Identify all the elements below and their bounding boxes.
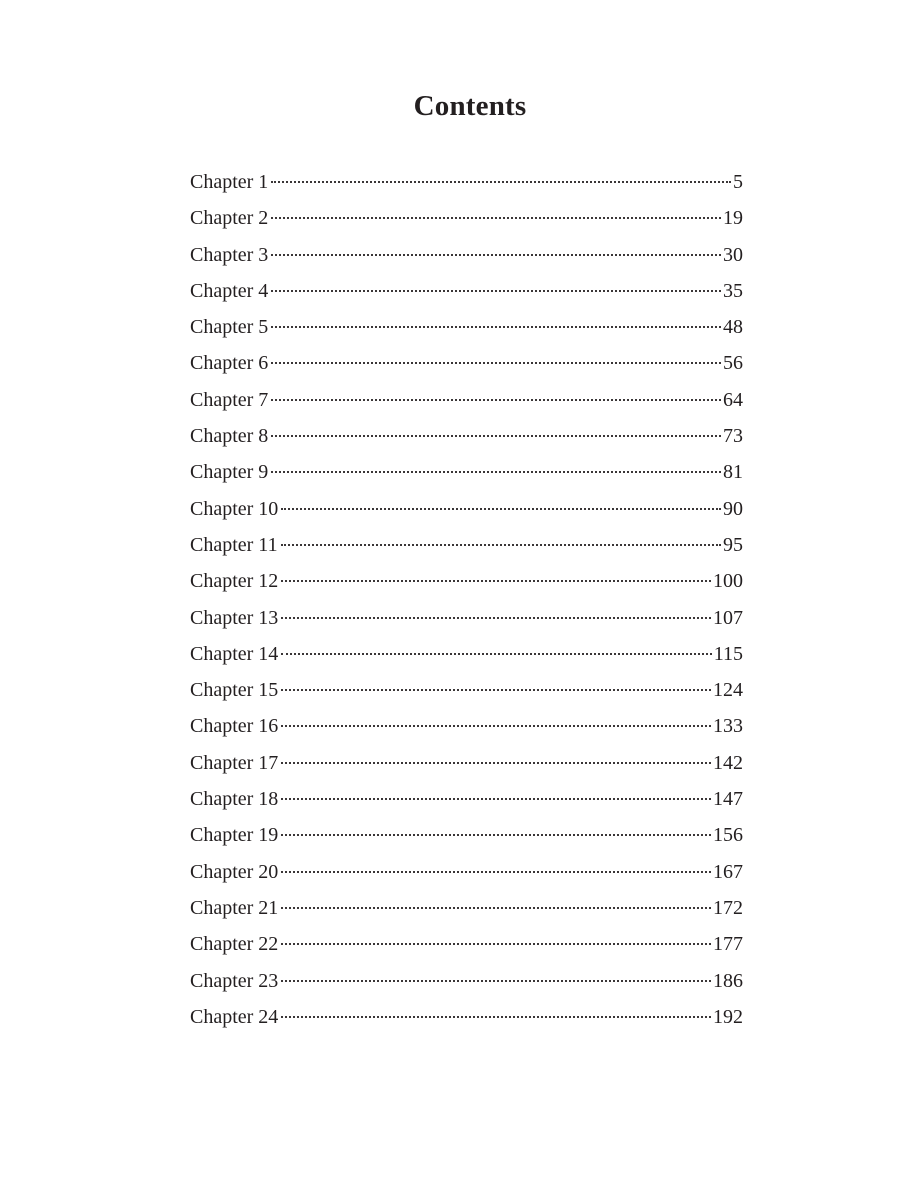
toc-entry-label: Chapter 9 [190,461,269,484]
toc-entry-page-number: 177 [713,933,743,956]
toc-entry[interactable] [190,200,743,236]
dot-leader [271,270,721,292]
toc-entry[interactable] [190,527,743,563]
dot-leader [271,415,721,437]
toc-entry-page-number: 172 [713,896,743,919]
toc-entry-page-number: 100 [713,570,743,593]
toc-entry-page-number: 107 [713,606,743,629]
toc-entry-page-number: 147 [713,788,743,811]
toc-entry[interactable] [190,745,743,781]
page-title: Contents [413,90,527,122]
toc-entry-page-number: 35 [723,279,743,302]
toc-entry-label: Chapter 22 [190,933,279,956]
toc-entry-label: Chapter 1 [190,171,269,193]
toc-entry-page-number: 142 [713,751,743,774]
dot-leader [281,996,711,1018]
dot-leader [271,342,721,364]
toc-entry[interactable] [190,273,743,309]
dot-leader [271,451,721,473]
dot-leader [281,887,711,909]
toc-entry-label: Chapter 7 [190,388,269,411]
dot-leader [281,560,711,582]
dot-leader [281,633,711,655]
toc-entry[interactable] [190,708,743,744]
dot-leader [281,488,721,510]
toc-entry-page-number: 133 [713,715,743,738]
toc-entry[interactable] [190,491,743,527]
toc-entry-label: Chapter 19 [190,824,279,847]
toc-entry[interactable] [190,454,743,490]
toc-entry[interactable] [190,817,743,853]
toc-entry-page-number: 90 [723,497,743,520]
toc-entry-label: Chapter 2 [190,207,269,230]
toc-entry-label: Chapter 18 [190,788,279,811]
toc-entry-page-number: 167 [713,860,743,883]
table-of-contents [190,164,743,1035]
toc-entry-page-number: 19 [723,207,743,230]
dot-leader [281,851,711,873]
dot-leader [271,234,721,256]
toc-entry-label: Chapter 4 [190,279,269,302]
dot-leader [271,161,731,183]
toc-entry-page-number: 186 [713,969,743,992]
toc-entry-label: Chapter 17 [190,751,279,774]
toc-entry[interactable] [190,164,743,200]
toc-entry-page-number: 73 [723,425,743,448]
toc-entry[interactable] [190,636,743,672]
dot-leader [271,306,721,328]
toc-entry-label: Chapter 10 [190,497,279,520]
dot-leader [281,742,711,764]
toc-entry[interactable] [190,345,743,381]
toc-entry-page-number: 156 [713,824,743,847]
toc-entry-page-number: 64 [723,388,743,411]
toc-entry-page-number: 30 [723,243,743,266]
toc-entry[interactable] [190,854,743,890]
toc-entry-label: Chapter 8 [190,425,269,448]
toc-entry-page-number: 192 [713,1005,743,1028]
toc-entry-label: Chapter 12 [190,570,279,593]
dot-leader [271,379,721,401]
dot-leader [281,923,711,945]
toc-entry-label: Chapter 20 [190,860,279,883]
toc-entry-page-number: 5 [733,171,743,193]
dot-leader [281,597,711,619]
toc-entry-page-number: 48 [723,316,743,339]
toc-entry-page-number: 95 [723,533,743,556]
toc-entry[interactable] [190,563,743,599]
toc-entry-label: Chapter 14 [190,642,279,665]
toc-entry-label: Chapter 6 [190,352,269,375]
toc-entry[interactable] [190,418,743,454]
toc-entry-label: Chapter 15 [190,679,279,702]
toc-entry-label: Chapter 13 [190,606,279,629]
toc-entry-page-number: 115 [713,642,743,665]
toc-entry-page-number: 56 [723,352,743,375]
dot-leader [281,705,711,727]
dot-leader [281,960,711,982]
toc-entry[interactable] [190,309,743,345]
dot-leader [281,814,711,836]
toc-entry[interactable] [190,963,743,999]
toc-entry[interactable] [190,672,743,708]
toc-entry-label: Chapter 3 [190,243,269,266]
toc-entry[interactable] [190,890,743,926]
toc-entry-label: Chapter 21 [190,896,279,919]
toc-entry-page-number: 81 [723,461,743,484]
toc-entry-label: Chapter 16 [190,715,279,738]
toc-entry-label: Chapter 24 [190,1005,279,1028]
toc-entry[interactable] [190,600,743,636]
toc-entry[interactable] [190,999,743,1035]
toc-entry[interactable] [190,237,743,273]
toc-entry[interactable] [190,781,743,817]
dot-leader [281,669,711,691]
dot-leader [271,197,721,219]
dot-leader [281,778,711,800]
toc-entry-label: Chapter 23 [190,969,279,992]
toc-entry-page-number: 124 [713,679,743,702]
toc-entry-label: Chapter 5 [190,316,269,339]
toc-entry[interactable] [190,382,743,418]
dot-leader [281,524,721,546]
toc-entry[interactable] [190,926,743,962]
toc-entry-label: Chapter 11 [190,533,278,556]
